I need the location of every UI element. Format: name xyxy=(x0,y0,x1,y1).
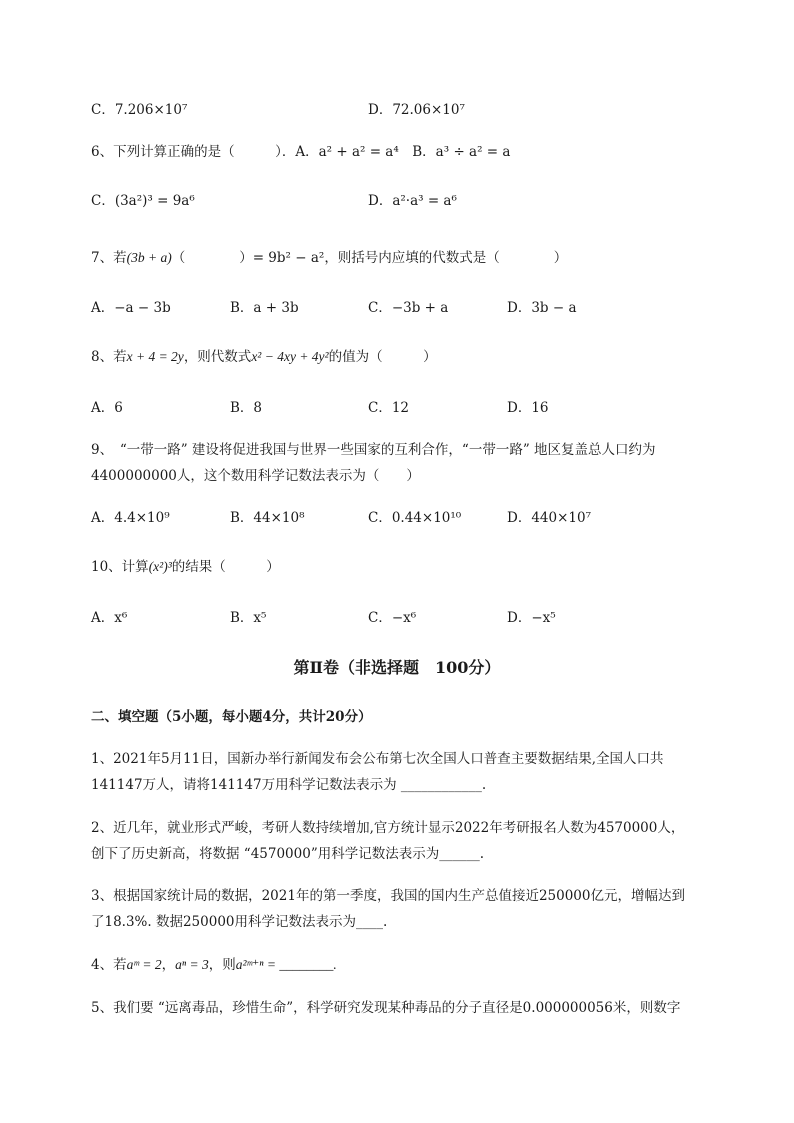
q6-option-c: C．(3a²)³ = 9a⁶ xyxy=(91,193,195,209)
q8-option-c: C．12 xyxy=(368,400,410,416)
q9-option-b: B．44×10⁸ xyxy=(230,510,305,526)
q6-stem xyxy=(91,142,510,162)
q9-option-a: A．4.4×10⁹ xyxy=(91,510,170,526)
fill-q1-line1: 1、2021年5月11日，国新办举行新闻发布会公布第七次全国人口普查主要数据结果,全国人口共 xyxy=(91,751,664,767)
fill-q1-line2: 141147万人，请将141147万用科学记数法表示为 ____________. xyxy=(91,777,487,793)
fill-q3-line1: 3、根据国家统计局的数据，2021年的第一季度，我国的国内生产总值接近250000亿元，增幅达到 xyxy=(91,888,685,904)
q8-expression: x² − 4xy + 4y² xyxy=(251,349,329,364)
q10-option-c: C．−x⁶ xyxy=(368,610,417,626)
q10-stem xyxy=(91,557,280,577)
fill-q2-line2: 创下了历史新高，将数据 “4570000”用科学记数法表示为______. xyxy=(91,846,485,862)
fill-section-heading: 二、填空题（5小题，每小题4分，共计20分） xyxy=(91,709,372,725)
fill-q3-line2: 了18.3%. 数据250000用科学记数法表示为____. xyxy=(91,914,388,930)
q8-stem-middle: ，则代数式 xyxy=(183,349,252,365)
q7-stem-middle: （ ）= 9b² − a² xyxy=(171,250,325,266)
q7-option-c: C．−3b + a xyxy=(368,300,449,316)
q8-option-a: A．6 xyxy=(91,400,123,416)
fill-q4-condition-1: aᵐ = 2 xyxy=(126,957,162,972)
q5-option-c: C．7.206×10⁷ xyxy=(91,102,188,118)
q10-option-d: D．−x⁵ xyxy=(507,610,556,626)
q8-stem xyxy=(91,347,437,367)
part2-title: 第Ⅱ卷（非选择题 100分） xyxy=(293,658,501,677)
fill-q2-line1: 2、近几年，就业形式严峻，考研人数持续增加,官方统计显示2022年考研报名人数为4570000人， xyxy=(91,820,685,836)
q10-option-b: B．x⁵ xyxy=(230,610,267,626)
q7-stem-suffix: ，则括号内应填的代数式是（ ） xyxy=(324,250,568,266)
q5-option-d: D．72.06×10⁷ xyxy=(368,102,465,118)
q9-stem-line1: 9、 “一带一路” 建设将促进我国与世界一些国家的互利合作，“一带一路” 地区复盖总人口约为 xyxy=(91,442,656,458)
q10-stem-prefix: 10、计算 xyxy=(91,559,149,575)
fill-q4-middle: ，则 xyxy=(208,957,236,973)
q7-stem xyxy=(91,248,567,268)
q8-option-b: B．8 xyxy=(230,400,263,416)
q8-option-d: D．16 xyxy=(507,400,549,416)
q9-stem-line2: 4400000000人，这个数用科学记数法表示为（ ） xyxy=(91,468,420,484)
q6-option-d: D．a²·a³ = a⁶ xyxy=(368,193,457,209)
q8-stem-prefix: 8、若 xyxy=(91,349,127,365)
q10-expression: (x²)³ xyxy=(148,559,172,574)
q7-option-b: B．a + 3b xyxy=(230,300,299,316)
q9-option-d: D．440×10⁷ xyxy=(507,510,591,526)
fill-q4-separator: ， xyxy=(161,957,176,973)
fill-q4 xyxy=(91,955,337,975)
q8-condition: x + 4 = 2y xyxy=(126,349,184,364)
q10-option-a: A．x⁶ xyxy=(91,610,128,626)
fill-q4-condition-2: aⁿ = 3 xyxy=(175,957,209,972)
q7-expression: (3b + a) xyxy=(126,250,172,265)
q6-stem-text: 6、下列计算正确的是（ ）． xyxy=(91,144,296,160)
q8-stem-suffix: 的值为（ ） xyxy=(328,349,437,365)
q7-stem-prefix: 7、若 xyxy=(91,250,127,266)
q7-option-a: A．−a − 3b xyxy=(91,300,171,316)
fill-q5-line1: 5、我们要 “远离毒品，珍惜生命”，科学研究发现某种毒品的分子直径是0.000000056米，则数字 xyxy=(91,1000,681,1016)
q6-option-a: A．a² + a² = a⁴ xyxy=(295,144,399,160)
fill-q4-prefix: 4、若 xyxy=(91,957,127,973)
fill-q4-target: a²ᵐ⁺ⁿ = ________. xyxy=(235,957,337,972)
q9-option-c: C．0.44×10¹⁰ xyxy=(368,510,462,526)
q7-option-d: D．3b − a xyxy=(507,300,577,316)
q6-option-b: B．a³ ÷ a² = a xyxy=(412,144,511,160)
q10-stem-suffix: 的结果（ ） xyxy=(171,559,280,575)
